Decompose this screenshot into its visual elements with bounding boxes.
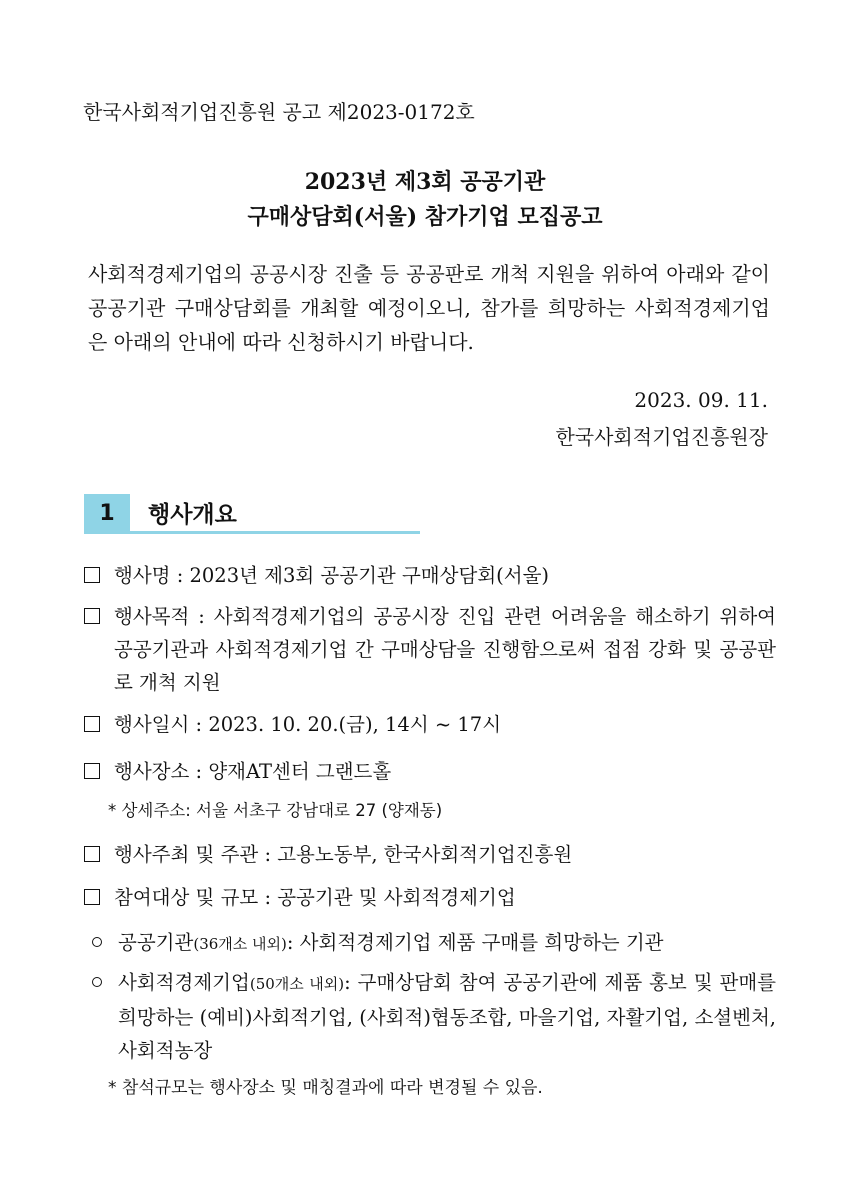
page-title-line2: 구매상담회(서울) 참가기업 모집공고 [247,204,603,230]
intro-paragraph: 사회적경제기업의 공공시장 진출 등 공공판로 개척 지원을 위하여 아래와 같이 공공기관 구매상담회를 개최할 예정이오니, 참가를 희망하는 사회적경제기업은 아래의 안내에 따라 신청하시기 바랍니다. [88,262,770,354]
checkbox-square-icon [84,889,100,905]
notice-date: 2023. 09. 11. [634,388,768,412]
checkbox-square-icon [84,567,100,583]
checkbox-square-icon [84,846,100,862]
bullet-circle-icon [92,977,102,987]
item-event-purpose [84,600,776,699]
notice-number: 한국사회적기업진흥원 공고 제2023-0172호 [83,100,475,124]
sub-item-text [118,926,776,961]
checkbox-square-icon [84,763,100,779]
participant-social-enterprises [92,966,776,1067]
section-header [84,494,420,534]
item-text: 행사주최 및 주관 : 고용노동부, 한국사회적기업진흥원 [114,843,573,866]
group-count: (36개소 내외) [193,935,287,953]
item-host [84,838,776,871]
issuer-name: 한국사회적기업진흥원장 [555,425,768,449]
item-participants [84,881,776,914]
item-text: 참여대상 및 규모 : 공공기관 및 사회적경제기업 [114,886,516,909]
group-desc: : 구매상담회 참여 공공기관에 제품 홍보 및 판매를 희망하는 (예비)사회적기업, (사회적)협동조합, 마을기업, 자활기업, 소셜벤처, 사회적농장 [118,971,776,1062]
section-title: 행사개요 [148,502,237,528]
group-label: 공공기관 [118,931,194,954]
footnote: * 참석규모는 행사장소 및 매칭결과에 따라 변경될 수 있음. [108,1078,543,1098]
item-text: 행사장소 : 양재AT센터 그랜드홀 [114,760,392,783]
section-underline [84,531,420,534]
section-number-badge: 1 [84,494,130,532]
item-event-name [84,559,776,592]
group-count: (50개소 내외) [249,975,345,993]
item-text: 행사명 : 2023년 제3회 공공기관 구매상담회(서울) [114,564,550,587]
item-event-datetime [84,708,776,741]
group-label: 사회적경제기업 [118,971,250,994]
page-title-line1: 2023년 제3회 공공기관 [304,169,546,195]
item-text: 행사일시 : 2023. 10. 20.(금), 14시 ~ 17시 [114,713,502,736]
checkbox-square-icon [84,608,100,624]
group-desc: : 사회적경제기업 제품 구매를 희망하는 기관 [286,931,664,954]
sub-item-text [118,966,776,1067]
venue-address-note: * 상세주소: 서울 서초구 강남대로 27 (양재동) [108,801,443,820]
participant-public-institutions [92,926,776,961]
checkbox-square-icon [84,716,100,732]
item-text: 행사목적 : 사회적경제기업의 공공시장 진입 관련 어려움을 해소하기 위하여 공공기관과 사회적경제기업 간 구매상담을 진행함으로써 접점 강화 및 공공판로 개척 지원 [114,605,776,694]
bullet-circle-icon [92,937,102,947]
item-event-venue [84,755,776,788]
